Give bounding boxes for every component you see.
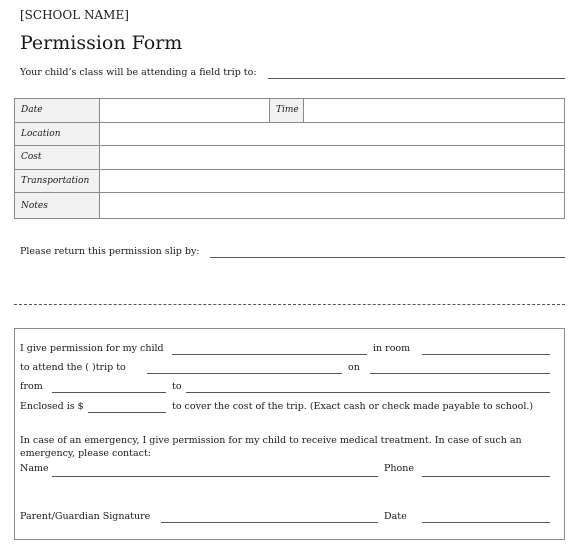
enclosed-amount-field[interactable]	[88, 412, 166, 413]
trip-details-table	[14, 98, 565, 219]
page-title: Permission Form	[20, 32, 183, 54]
child-name-field[interactable]	[172, 354, 367, 355]
table-row	[15, 122, 565, 146]
contact-phone-label: Phone	[384, 463, 414, 474]
from-time-field[interactable]	[52, 392, 166, 393]
contact-name-label: Name	[20, 463, 49, 474]
cost-label: Cost	[15, 146, 100, 170]
trip-destination-field[interactable]	[147, 373, 342, 374]
permission-slip	[14, 328, 565, 540]
to-label: to	[172, 381, 182, 392]
signature-date-field[interactable]	[422, 522, 550, 523]
cut-line-divider	[14, 304, 565, 305]
cost-note: to cover the cost of the trip. (Exact cash or check made payable to school.)	[172, 401, 534, 412]
room-field[interactable]	[422, 354, 550, 355]
date-cell[interactable]	[100, 99, 270, 123]
transportation-cell[interactable]	[100, 169, 565, 193]
trip-to-label: to attend the ( )trip to	[20, 362, 126, 373]
return-by-prompt: Please return this permission slip by:	[20, 246, 200, 257]
cost-cell[interactable]	[100, 146, 565, 170]
emergency-text-line2: emergency, please contact:	[20, 448, 151, 459]
notes-label: Notes	[15, 193, 100, 219]
table-row	[15, 146, 565, 170]
signature-label: Parent/Guardian Signature	[20, 511, 151, 522]
field-trip-prompt: Your child’s class will be attending a field trip to:	[20, 67, 257, 78]
room-label: in room	[373, 343, 411, 354]
field-trip-destination-field[interactable]	[268, 78, 565, 79]
return-by-date-field[interactable]	[210, 257, 565, 258]
signature-field[interactable]	[161, 522, 378, 523]
on-label: on	[348, 362, 360, 373]
contact-name-field[interactable]	[52, 476, 378, 477]
to-time-field[interactable]	[186, 392, 550, 393]
notes-cell[interactable]	[100, 193, 565, 219]
school-name: [SCHOOL NAME]	[20, 8, 129, 22]
transportation-label: Transportation	[15, 169, 100, 193]
enclosed-label: Enclosed is $	[20, 401, 84, 412]
signature-date-label: Date	[384, 511, 407, 522]
emergency-text-line1: In case of an emergency, I give permission for my child to receive medical treatment. In case of such an	[20, 435, 522, 446]
trip-date-field[interactable]	[370, 373, 550, 374]
time-cell[interactable]	[304, 99, 565, 123]
contact-phone-field[interactable]	[422, 476, 550, 477]
table-row	[15, 193, 565, 219]
child-permission-label: I give permission for my child	[20, 343, 164, 354]
table-row	[15, 169, 565, 193]
location-cell[interactable]	[100, 122, 565, 146]
table-row	[15, 99, 565, 123]
location-label: Location	[15, 122, 100, 146]
time-label: Time	[270, 99, 304, 123]
date-label: Date	[15, 99, 100, 123]
from-label: from	[20, 381, 43, 392]
